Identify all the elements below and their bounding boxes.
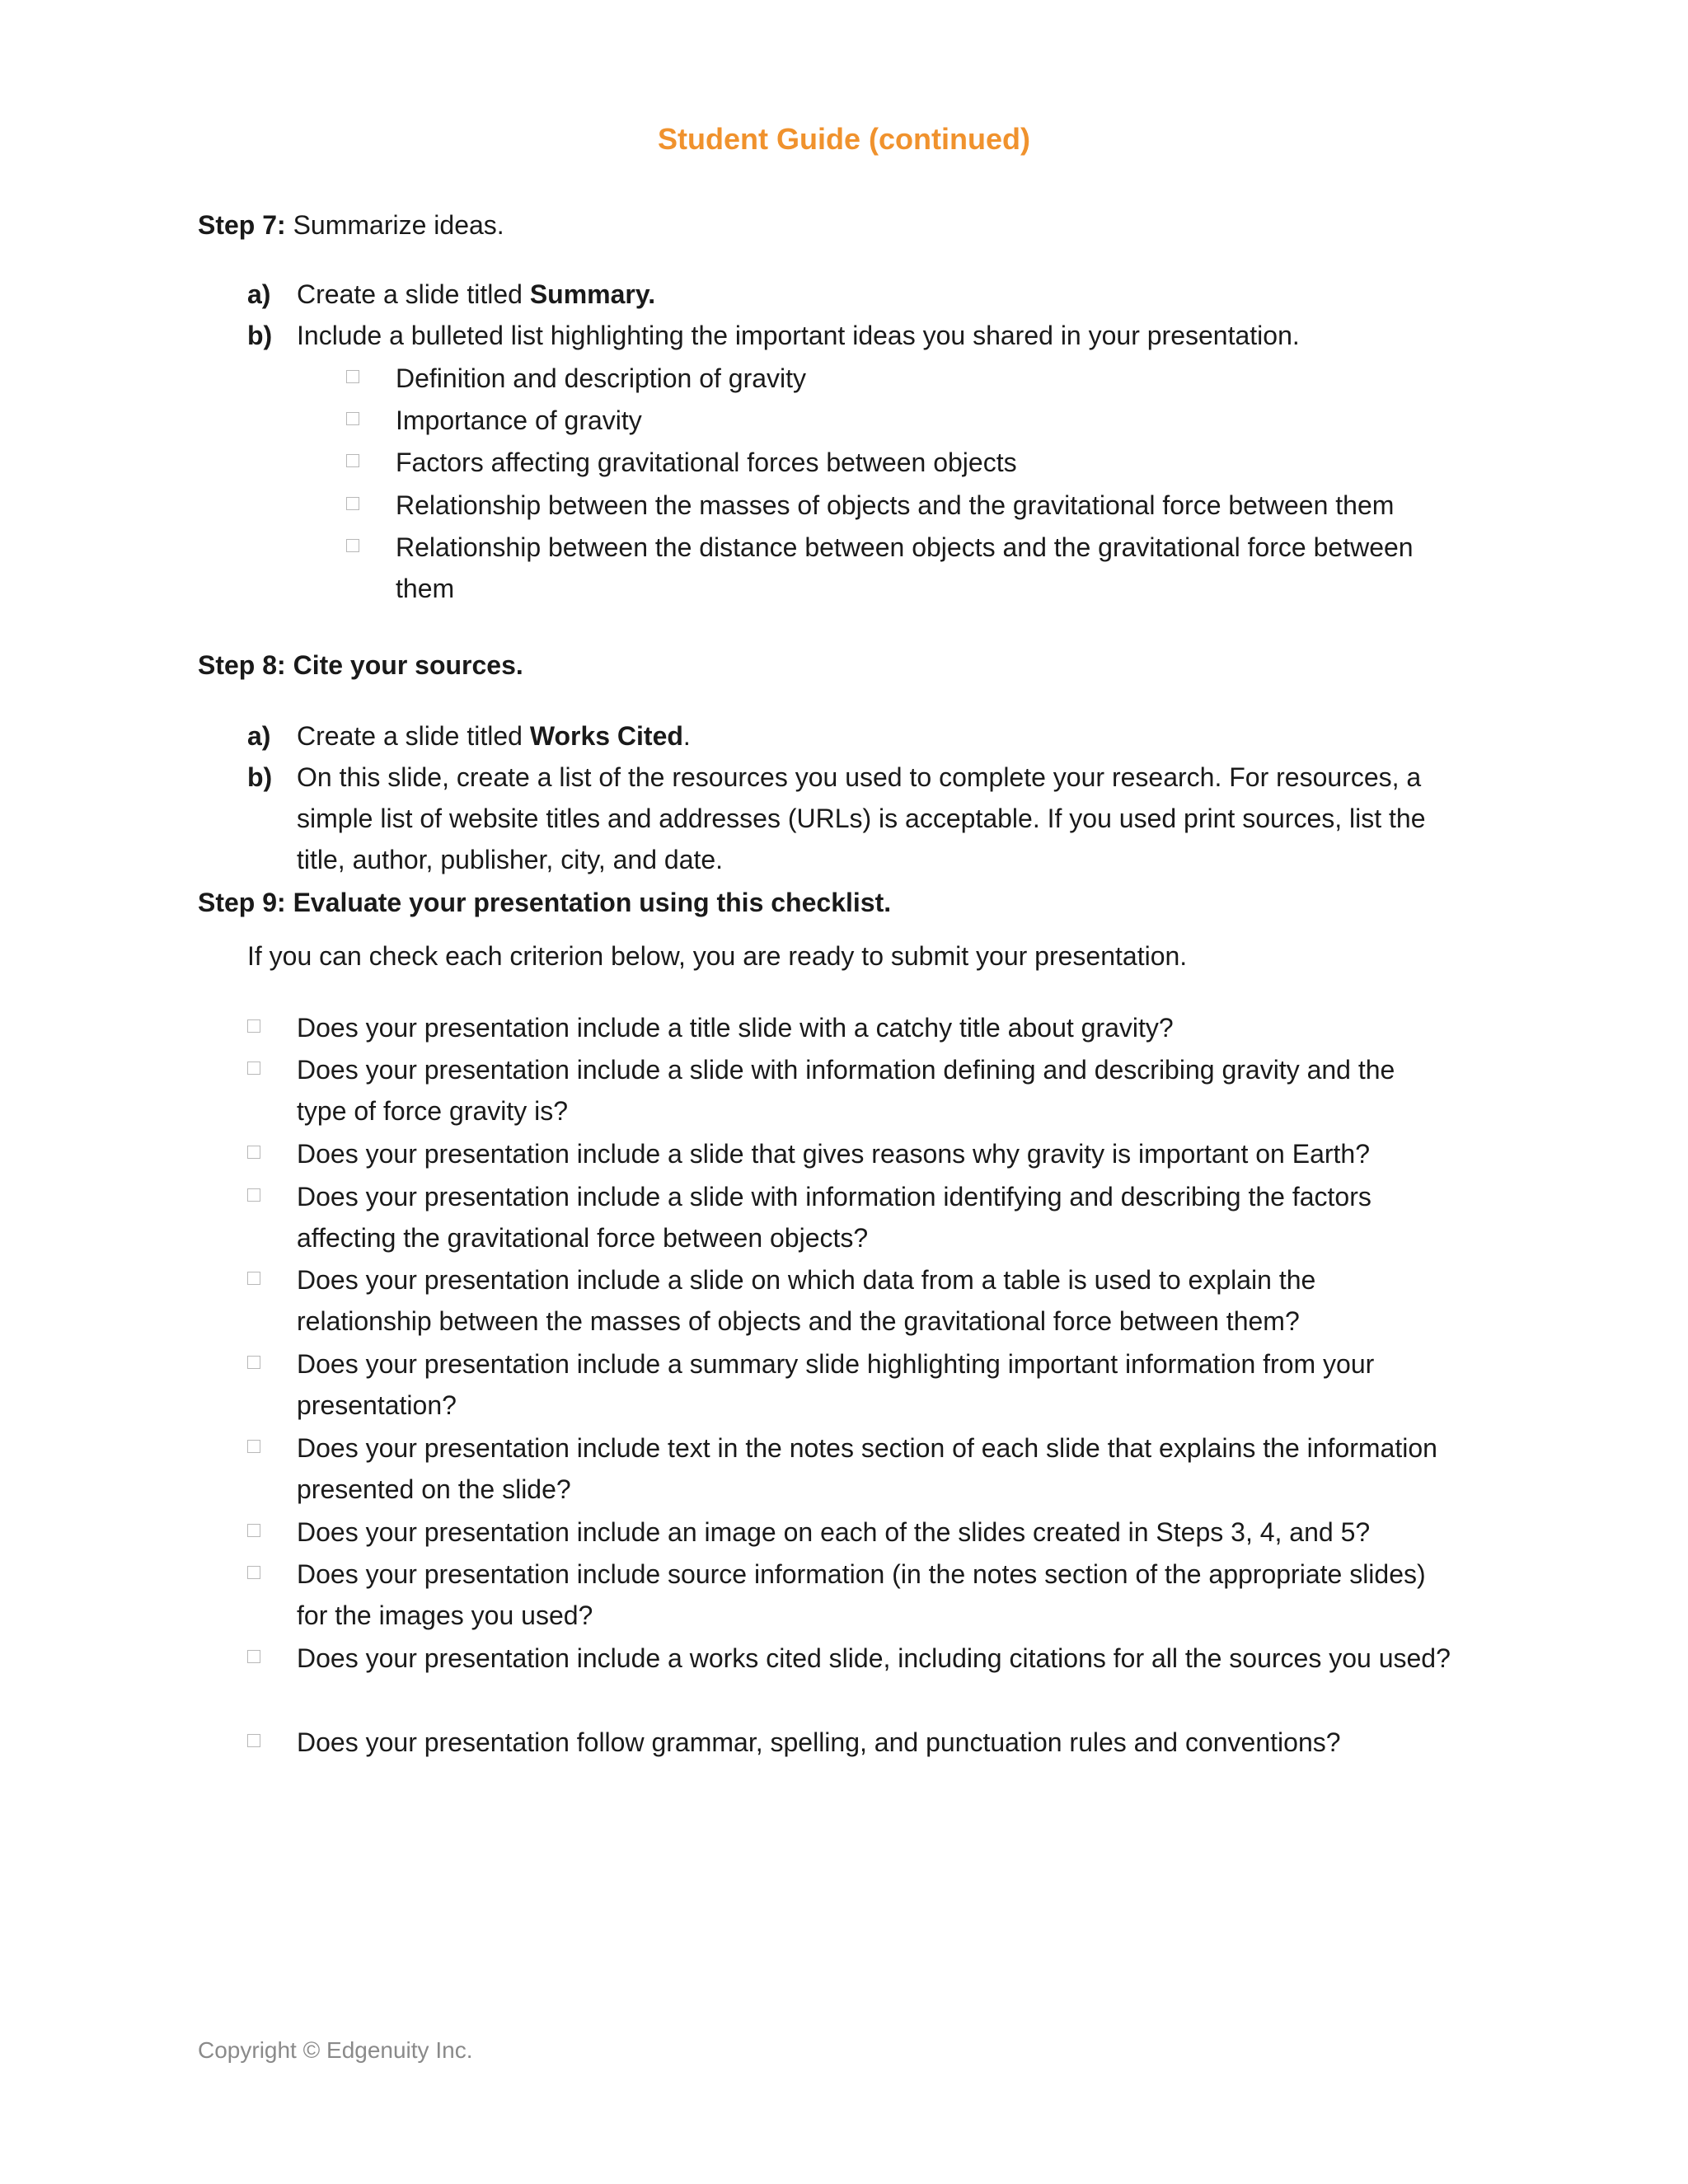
item-label: a) <box>247 721 271 751</box>
step-7-item-b <box>247 315 1442 356</box>
checklist-text: Does your presentation include text in the notes section of each slide that explains the information presented on the slide? <box>297 1433 1437 1504</box>
checkbox-icon[interactable] <box>247 1062 260 1075</box>
checklist-text: Does your presentation include a slide with information identifying and describing the factors affecting the gravitational force between objects? <box>297 1182 1372 1253</box>
checkbox-icon[interactable] <box>247 1650 260 1663</box>
checkbox-icon <box>346 539 359 552</box>
step-7-heading <box>198 204 504 246</box>
checkbox-icon[interactable] <box>247 1272 260 1285</box>
checklist-item <box>247 1259 1451 1342</box>
item-bold: Summary. <box>529 279 656 309</box>
checkbox-icon <box>346 412 359 425</box>
checklist-text: Does your presentation include a slide on which data from a table is used to explain the relationship between the masses of objects and the gravitational force between them? <box>297 1265 1316 1336</box>
checkbox-icon <box>346 454 359 467</box>
checklist-item <box>247 1343 1451 1426</box>
checkbox-icon[interactable] <box>247 1440 260 1453</box>
item-bold: Works Cited <box>529 721 683 751</box>
checklist-text: Does your presentation include a title slide with a catchy title about gravity? <box>297 1013 1174 1043</box>
bullet-text: Relationship between the masses of objects and the gravitational force between them <box>396 490 1395 520</box>
item-label: b) <box>247 762 273 792</box>
checklist-text: Does your presentation include a slide that gives reasons why gravity is important on Earth? <box>297 1139 1371 1169</box>
checkbox-icon <box>346 370 359 383</box>
checklist-item <box>247 1007 1451 1048</box>
checkbox-icon[interactable] <box>247 1146 260 1159</box>
step-8-item-b <box>247 757 1442 880</box>
bullet-text: Definition and description of gravity <box>396 363 807 393</box>
checkbox-icon[interactable] <box>247 1188 260 1202</box>
checklist-item <box>247 1554 1451 1636</box>
checkbox-icon[interactable] <box>247 1566 260 1579</box>
step-7-label: Step 7: <box>198 210 286 240</box>
step-7-item-a <box>247 274 1442 315</box>
item-text: Create a slide titled <box>297 279 530 309</box>
item-text: On this slide, create a list of the resources you used to complete your research. For resources, a simple list of website titles and addresses (URLs) is acceptable. If you used print sources, list the title, author, publisher, city, and date. <box>297 762 1426 874</box>
step-9-heading: Step 9: Evaluate your presentation using this checklist. <box>198 888 892 917</box>
checklist-text: Does your presentation include a works cited slide, including citations for all the sources you used? <box>297 1643 1451 1673</box>
checklist-item <box>247 1511 1451 1553</box>
checklist-item <box>247 1176 1451 1258</box>
checkbox-icon[interactable] <box>247 1524 260 1537</box>
checklist-item <box>247 1049 1451 1132</box>
step-7-text: Summarize ideas. <box>285 210 504 240</box>
step-8-item-a <box>247 715 1442 757</box>
checkbox-icon[interactable] <box>247 1356 260 1369</box>
checklist-text: Does your presentation include an image on each of the slides created in Steps 3, 4, and 5? <box>297 1517 1371 1547</box>
checklist-text: Does your presentation include source information (in the notes section of the appropriate slides) for the images you used? <box>297 1559 1426 1630</box>
checklist-item <box>247 1722 1451 1763</box>
copyright-footer: Copyright © Edgenuity Inc. <box>198 2037 473 2063</box>
checkbox-icon <box>346 497 359 510</box>
bullet-text: Factors affecting gravitational forces between objects <box>396 448 1017 477</box>
item-text: Create a slide titled <box>297 721 530 751</box>
summary-bullet <box>346 485 1442 526</box>
checkbox-icon[interactable] <box>247 1734 260 1747</box>
item-label: b) <box>247 321 273 350</box>
summary-bullet <box>346 442 1442 483</box>
page-title: Student Guide (continued) <box>658 122 1030 156</box>
checklist-text: Does your presentation include a summary slide highlighting important information from your presentation? <box>297 1349 1375 1420</box>
summary-bullet <box>346 358 1442 399</box>
checklist-item <box>247 1638 1451 1679</box>
summary-bullet <box>346 400 1442 441</box>
checklist-text: Does your presentation follow grammar, spelling, and punctuation rules and conventions? <box>297 1727 1341 1757</box>
bullet-text: Relationship between the distance between objects and the gravitational force between them <box>396 532 1414 603</box>
checklist-item <box>247 1133 1451 1174</box>
checklist-item <box>247 1427 1451 1510</box>
checkbox-icon[interactable] <box>247 1019 260 1033</box>
step-9-intro: If you can check each criterion below, you are ready to submit your presentation. <box>247 941 1188 971</box>
bullet-text: Importance of gravity <box>396 405 642 435</box>
item-after: . <box>682 721 691 751</box>
item-label: a) <box>247 279 271 309</box>
checklist-text: Does your presentation include a slide with information defining and describing gravity and the type of force gravity is? <box>297 1055 1395 1126</box>
summary-bullet <box>346 527 1442 609</box>
item-text: Include a bulleted list highlighting the important ideas you shared in your presentation. <box>297 321 1300 350</box>
step-8-heading: Step 8: Cite your sources. <box>198 650 523 680</box>
